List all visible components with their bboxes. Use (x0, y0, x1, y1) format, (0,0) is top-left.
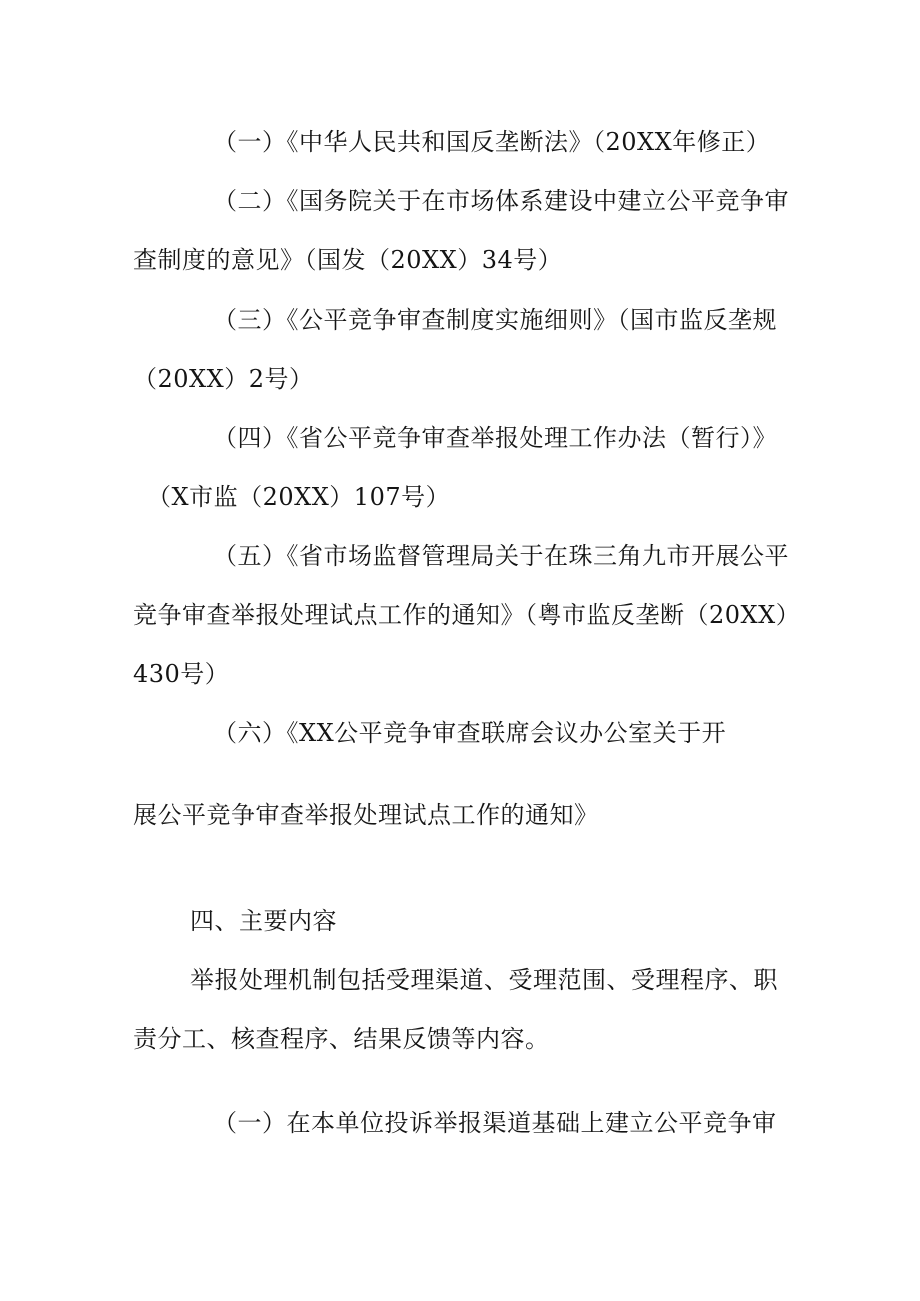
reference-1-line-1: （一）《中华人民共和国反垄断法》（20XX年修正） (213, 128, 771, 156)
reference-5-line-1: （五）《省市场监督管理局关于在珠三角九市开展公平 (213, 542, 789, 570)
reference-6-line-2: 展公平竞争审查举报处理试点工作的通知》 (133, 801, 599, 829)
reference-4-line-1: （四）《省公平竞争审查举报处理工作办法（暂行）》 (213, 424, 777, 452)
reference-2-line-2: 查制度的意见》（国发（20XX）34号） (133, 246, 563, 274)
reference-5-line-3: 430号） (133, 660, 230, 688)
intro-line-2: 责分工、核查程序、结果反馈等内容。 (133, 1025, 550, 1053)
item-one-line: （一）在本单位投诉举报渠道基础上建立公平竞争审 (213, 1109, 777, 1137)
reference-4-line-2: （X市监（20XX）107号） (147, 483, 451, 511)
intro-line-1: 举报处理机制包括受理渠道、受理范围、受理程序、职 (190, 966, 778, 994)
reference-6-line-1: （六）《XX公平竞争审查联席会议办公室关于开 (213, 719, 727, 747)
reference-2-line-1: （二）《国务院关于在市场体系建设中建立公平竞争审 (213, 187, 789, 215)
reference-5-line-2: 竞争审查举报处理试点工作的通知》（粤市监反垄断（20XX） (133, 601, 801, 629)
reference-3-line-1: （三）《公平竞争审查制度实施细则》（国市监反垄规 (213, 306, 777, 334)
section-heading: 四、主要内容 (190, 907, 337, 935)
reference-3-line-2: （20XX）2号） (133, 365, 314, 393)
